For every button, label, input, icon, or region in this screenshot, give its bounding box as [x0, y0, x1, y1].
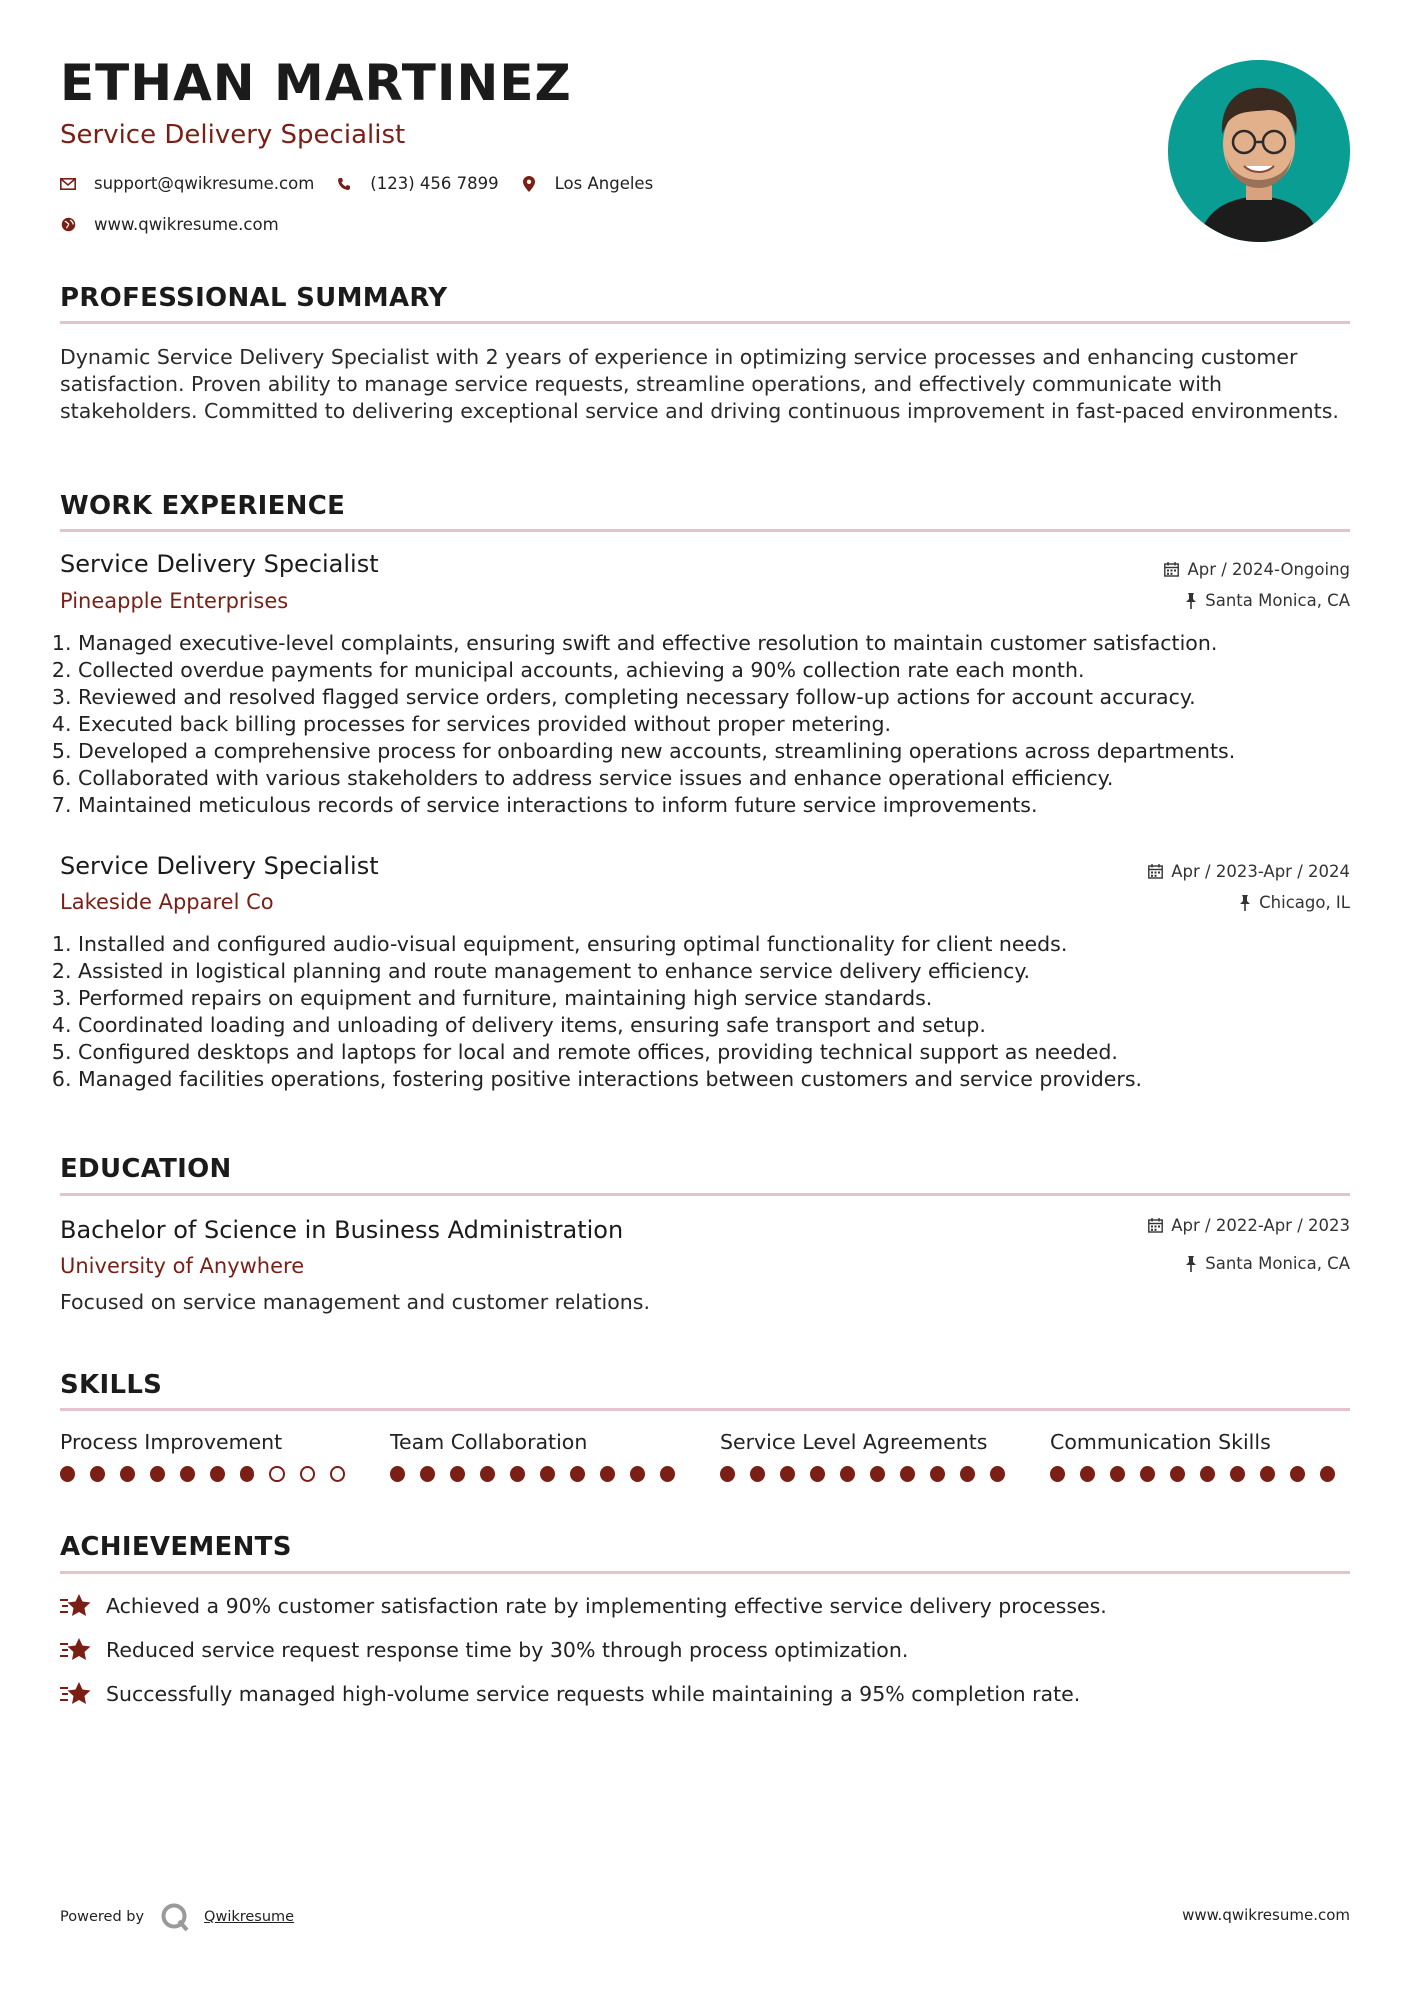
- skill-item: [390, 1430, 690, 1482]
- achievement-text: Achieved a 90% customer satisfaction rate by implementing effective service delivery processes.: [106, 1594, 1107, 1618]
- rating-dot-filled: [1170, 1466, 1185, 1482]
- job-duties-list: [60, 931, 1368, 1093]
- qwikresume-logo-icon: [160, 1902, 190, 1932]
- contact-row: [60, 174, 675, 193]
- rating-dot-filled: [960, 1466, 975, 1482]
- rating-dot-filled: [90, 1466, 105, 1482]
- skill-rating: [1050, 1466, 1350, 1482]
- degree-title: Bachelor of Science in Business Administration: [60, 1216, 624, 1244]
- rating-dot-filled: [450, 1466, 465, 1482]
- job-dates: [1148, 862, 1350, 881]
- duty-item: 2. Collected overdue payments for municipal accounts, achieving a 90% collection rate each month.: [78, 657, 1368, 684]
- skills-heading: SKILLS: [60, 1370, 163, 1400]
- duty-item: 3. Reviewed and resolved flagged service orders, completing necessary follow-up actions for account accuracy.: [78, 684, 1368, 711]
- rating-dot-empty: [269, 1466, 284, 1482]
- portrait-illustration: [1168, 60, 1350, 242]
- map-pin-icon: [521, 176, 537, 192]
- rating-dot-filled: [1320, 1466, 1335, 1482]
- duty-item: 2. Assisted in logistical planning and route management to enhance service delivery efficiency.: [78, 958, 1368, 985]
- star-icon: [60, 1680, 92, 1708]
- rating-dot-empty: [330, 1466, 345, 1482]
- envelope-icon: [60, 176, 76, 192]
- skill-item: [60, 1430, 360, 1482]
- education-dates-text: Apr / 2022-Apr / 2023: [1171, 1216, 1350, 1235]
- skill-rating: [60, 1466, 360, 1482]
- rating-dot-filled: [660, 1466, 675, 1482]
- rating-dot-filled: [930, 1466, 945, 1482]
- rating-dot-filled: [720, 1466, 735, 1482]
- skill-name: Service Level Agreements: [720, 1430, 988, 1454]
- rating-dot-filled: [480, 1466, 495, 1482]
- job-dates-text: Apr / 2023-Apr / 2024: [1171, 862, 1350, 881]
- education-location: [1185, 1254, 1350, 1273]
- job-dates: [1164, 560, 1350, 579]
- duty-item: 3. Performed repairs on equipment and furniture, maintaining high service standards.: [78, 985, 1368, 1012]
- footer-website[interactable]: www.qwikresume.com: [1182, 1906, 1350, 1924]
- rating-dot-filled: [840, 1466, 855, 1482]
- calendar-icon: [1148, 1218, 1163, 1233]
- rating-dot-filled: [510, 1466, 525, 1482]
- job-location-text: Chicago, IL: [1259, 893, 1350, 912]
- location-text: Los Angeles: [554, 174, 654, 193]
- summary-text: Dynamic Service Delivery Specialist with 2 years of experience in optimizing service processes and enhancing customer satisfaction. Proven ability to manage service requests, streamline operations, and effectively communicate with stakeholders. Committed to delivering exceptional service and driving continuous improvement in fast-paced environments.: [60, 345, 1339, 423]
- job-location: [1239, 893, 1350, 912]
- job-company: Pineapple Enterprises: [60, 589, 289, 613]
- duty-item: 7. Maintained meticulous records of service interactions to inform future service improvements.: [78, 792, 1368, 819]
- rating-dot-filled: [870, 1466, 885, 1482]
- rating-dot-filled: [990, 1466, 1005, 1482]
- website-row: [60, 215, 301, 234]
- rating-dot-filled: [780, 1466, 795, 1482]
- education-note: Focused on service management and customer relations.: [60, 1290, 650, 1314]
- calendar-icon: [1164, 562, 1179, 577]
- rating-dot-filled: [210, 1466, 225, 1482]
- rating-dot-filled: [120, 1466, 135, 1482]
- footer-powered-by: [60, 1902, 294, 1932]
- powered-by-label: Powered by: [60, 1909, 145, 1925]
- duty-item: 6. Collaborated with various stakeholders to address service issues and enhance operational efficiency.: [78, 765, 1368, 792]
- rating-dot-filled: [810, 1466, 825, 1482]
- rating-dot-empty: [300, 1466, 315, 1482]
- rating-dot-filled: [1110, 1466, 1125, 1482]
- skill-item: [1050, 1430, 1350, 1482]
- duty-item: 5. Configured desktops and laptops for local and remote offices, providing technical support as needed.: [78, 1039, 1368, 1066]
- rating-dot-filled: [390, 1466, 405, 1482]
- globe-icon: [60, 217, 76, 233]
- rating-dot-filled: [630, 1466, 645, 1482]
- job-location-text: Santa Monica, CA: [1205, 591, 1350, 610]
- education-heading: EDUCATION: [60, 1154, 232, 1184]
- school-name: University of Anywhere: [60, 1254, 305, 1278]
- email-text: support@qwikresume.com: [94, 174, 315, 193]
- duty-item: 4. Executed back billing processes for services provided without proper metering.: [78, 711, 1368, 738]
- phone-text: (123) 456 7899: [370, 174, 499, 193]
- rating-dot-filled: [1200, 1466, 1215, 1482]
- phone-icon: [336, 176, 352, 192]
- skills-grid: [60, 1430, 1350, 1482]
- experience-heading: WORK EXPERIENCE: [60, 491, 346, 521]
- rating-dot-filled: [570, 1466, 585, 1482]
- duty-item: 5. Developed a comprehensive process for onboarding new accounts, streamlining operations across departments.: [78, 738, 1368, 765]
- star-icon: [60, 1636, 92, 1664]
- duty-item: 4. Coordinated loading and unloading of delivery items, ensuring safe transport and setup.: [78, 1012, 1368, 1039]
- rating-dot-filled: [540, 1466, 555, 1482]
- pushpin-icon: [1185, 1256, 1197, 1272]
- duty-item: 1. Managed executive-level complaints, ensuring swift and effective resolution to maintain customer satisfaction.: [78, 630, 1368, 657]
- qwikresume-link[interactable]: Qwikresume: [204, 1909, 295, 1925]
- rating-dot-filled: [1080, 1466, 1095, 1482]
- rating-dot-filled: [60, 1466, 75, 1482]
- rating-dot-filled: [750, 1466, 765, 1482]
- achievements-heading: ACHIEVEMENTS: [60, 1532, 292, 1562]
- pushpin-icon: [1185, 593, 1197, 609]
- job-duties-list: [60, 630, 1368, 819]
- rating-dot-filled: [1260, 1466, 1275, 1482]
- rating-dot-filled: [900, 1466, 915, 1482]
- education-dates: [1148, 1216, 1350, 1235]
- skill-name: Communication Skills: [1050, 1430, 1271, 1454]
- summary-divider: [60, 321, 1350, 324]
- star-icon: [60, 1592, 92, 1620]
- job-dates-text: Apr / 2024-Ongoing: [1187, 560, 1350, 579]
- achievements-divider: [60, 1571, 1350, 1574]
- rating-dot-filled: [1290, 1466, 1305, 1482]
- pushpin-icon: [1239, 895, 1251, 911]
- skill-rating: [720, 1466, 1020, 1482]
- education-divider: [60, 1193, 1350, 1196]
- rating-dot-filled: [150, 1466, 165, 1482]
- candidate-name: ETHAN MARTINEZ: [60, 54, 572, 112]
- achievement-text: Successfully managed high-volume service requests while maintaining a 95% completion rate.: [106, 1682, 1081, 1706]
- rating-dot-filled: [240, 1466, 255, 1482]
- education-location-text: Santa Monica, CA: [1205, 1254, 1350, 1273]
- rating-dot-filled: [1050, 1466, 1065, 1482]
- achievement-item: [60, 1636, 908, 1664]
- duty-item: 6. Managed facilities operations, fostering positive interactions between customers and service providers.: [78, 1066, 1368, 1093]
- achievement-text: Reduced service request response time by 30% through process optimization.: [106, 1638, 909, 1662]
- rating-dot-filled: [420, 1466, 435, 1482]
- duty-item: 1. Installed and configured audio-visual equipment, ensuring optimal functionality for client needs.: [78, 931, 1368, 958]
- website-text: www.qwikresume.com: [94, 215, 279, 234]
- job-title: Service Delivery Specialist: [60, 852, 379, 880]
- rating-dot-filled: [600, 1466, 615, 1482]
- skill-rating: [390, 1466, 690, 1482]
- experience-divider: [60, 529, 1350, 532]
- candidate-role: Service Delivery Specialist: [60, 120, 406, 150]
- profile-photo: [1168, 60, 1350, 242]
- job-title: Service Delivery Specialist: [60, 550, 379, 578]
- rating-dot-filled: [180, 1466, 195, 1482]
- job-location: [1185, 591, 1350, 610]
- rating-dot-filled: [1140, 1466, 1155, 1482]
- job-company: Lakeside Apparel Co: [60, 890, 274, 914]
- skill-item: [720, 1430, 1020, 1482]
- achievement-item: [60, 1592, 1107, 1620]
- achievement-item: [60, 1680, 1080, 1708]
- skills-divider: [60, 1408, 1350, 1411]
- skill-name: Process Improvement: [60, 1430, 283, 1454]
- rating-dot-filled: [1230, 1466, 1245, 1482]
- skill-name: Team Collaboration: [390, 1430, 588, 1454]
- calendar-icon: [1148, 864, 1163, 879]
- summary-heading: PROFESSIONAL SUMMARY: [60, 283, 448, 313]
